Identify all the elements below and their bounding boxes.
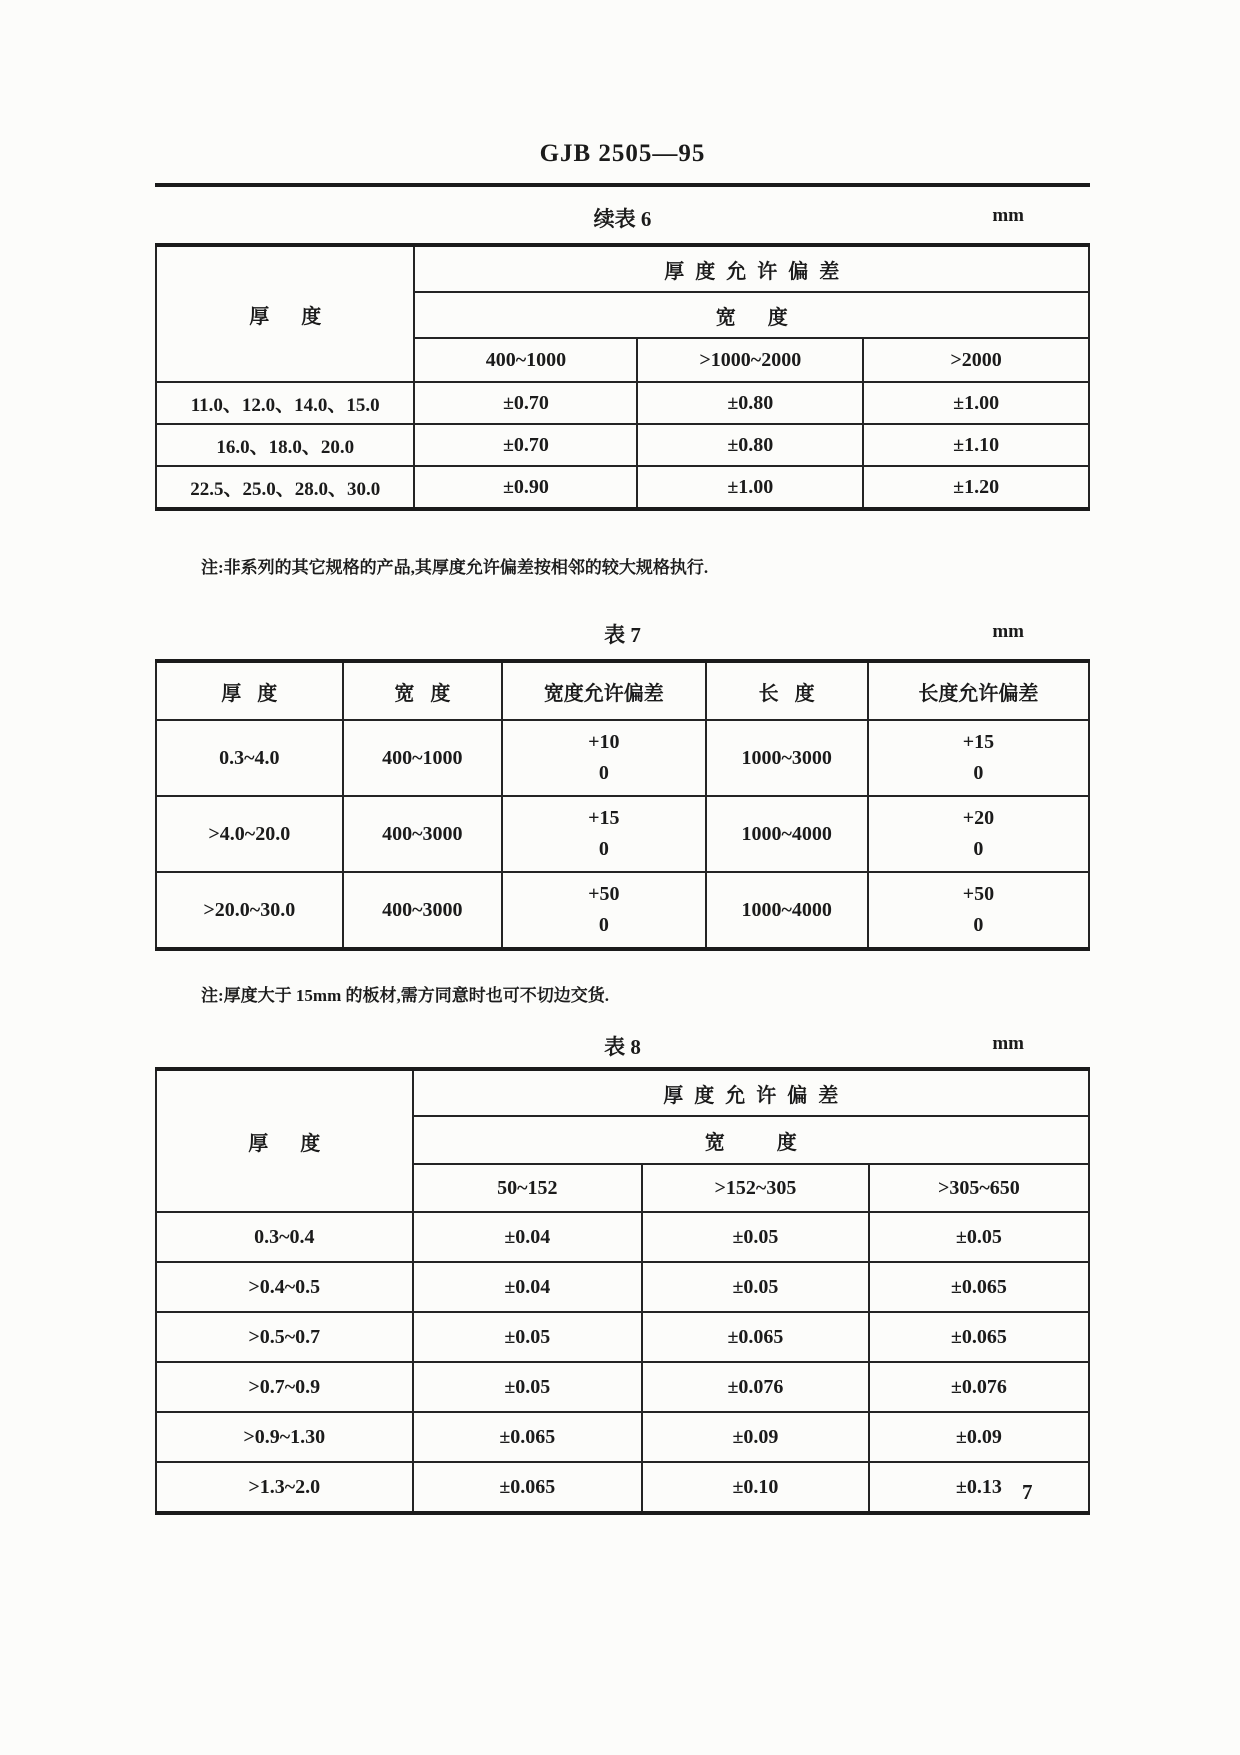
table7-row2-width-dev: +15 0 — [502, 796, 705, 872]
table7-row — [156, 872, 1089, 949]
table8-row1-thickness: 0.3~0.4 — [156, 1212, 413, 1262]
table7-caption: 表 7 — [604, 623, 641, 647]
table7-row1-length-dev: +15 0 — [868, 720, 1089, 796]
header-rule — [155, 183, 1090, 187]
table6-row2-v1: ±0.70 — [414, 424, 637, 466]
table8-row1-v1: ±0.04 — [413, 1212, 643, 1262]
table7-row1-length: 1000~3000 — [706, 720, 868, 796]
table6 — [155, 243, 1090, 511]
table6-row — [156, 466, 1089, 509]
table6-range-1: 400~1000 — [414, 338, 637, 382]
table8-row1-v3: ±0.05 — [869, 1212, 1089, 1262]
table8-row6-thickness: >1.3~2.0 — [156, 1462, 413, 1513]
table8-row3-v2: ±0.065 — [642, 1312, 869, 1362]
table8-row2-thickness: >0.4~0.5 — [156, 1262, 413, 1312]
table6-row3-v2: ±1.00 — [637, 466, 863, 509]
table6-row1-v3: ±1.00 — [863, 382, 1089, 424]
table8-row5-v1: ±0.065 — [413, 1412, 643, 1462]
table7-header-width: 宽度 — [343, 661, 503, 720]
table8-row4-v1: ±0.05 — [413, 1362, 643, 1412]
table8-row1-v2: ±0.05 — [642, 1212, 869, 1262]
table6-thickness-header: 厚度 — [156, 245, 414, 382]
table7 — [155, 659, 1090, 951]
table6-caption: 续表 6 — [593, 207, 652, 231]
table7-note: 注:厚度大于 15mm 的板材,需方同意时也可不切边交货. — [201, 986, 609, 1005]
table7-row3-length-dev: +50 0 — [868, 872, 1089, 949]
page-content — [155, 0, 1090, 1515]
table6-deviation-header: 厚度允许偏差 — [414, 245, 1089, 292]
table7-unit-label: mm — [992, 621, 1024, 642]
table6-row2-v2: ±0.80 — [637, 424, 863, 466]
table8-row — [156, 1362, 1089, 1412]
table8-row4-thickness: >0.7~0.9 — [156, 1362, 413, 1412]
table7-row2-length-dev: +20 0 — [868, 796, 1089, 872]
table6-unit-label: mm — [992, 205, 1024, 226]
table7-row3-length: 1000~4000 — [706, 872, 868, 949]
table8-row4-v2: ±0.076 — [642, 1362, 869, 1412]
table6-row2-thickness: 16.0、18.0、20.0 — [156, 424, 414, 466]
table8-row — [156, 1412, 1089, 1462]
table8-row5-thickness: >0.9~1.30 — [156, 1412, 413, 1462]
table6-row1-v1: ±0.70 — [414, 382, 637, 424]
table8-row3-v3: ±0.065 — [869, 1312, 1089, 1362]
table7-header-thickness: 厚度 — [156, 661, 343, 720]
table6-row3-v3: ±1.20 — [863, 466, 1089, 509]
table7-row3-thickness: >20.0~30.0 — [156, 872, 343, 949]
table8-caption: 表 8 — [604, 1035, 641, 1059]
table8-row — [156, 1312, 1089, 1362]
table8-range-3: >305~650 — [869, 1164, 1089, 1212]
table8-row2-v2: ±0.05 — [642, 1262, 869, 1312]
table6-row2-v3: ±1.10 — [863, 424, 1089, 466]
table7-row3-width: 400~3000 — [343, 872, 503, 949]
table8-row6-v1: ±0.065 — [413, 1462, 643, 1513]
table7-header-length: 长度 — [706, 661, 868, 720]
table8-thickness-header: 厚度 — [156, 1069, 413, 1212]
table8-row5-v3: ±0.09 — [869, 1412, 1089, 1462]
table7-row — [156, 720, 1089, 796]
table8-row4-v3: ±0.076 — [869, 1362, 1089, 1412]
page-number: 7 — [1022, 1480, 1033, 1504]
table7-row1-width: 400~1000 — [343, 720, 503, 796]
table7-row2-thickness: >4.0~20.0 — [156, 796, 343, 872]
table7-row — [156, 796, 1089, 872]
table8-row — [156, 1262, 1089, 1312]
table7-caption-row — [155, 619, 1090, 651]
table8-row — [156, 1462, 1089, 1513]
table8-row3-thickness: >0.5~0.7 — [156, 1312, 413, 1362]
table6-row3-thickness: 22.5、25.0、28.0、30.0 — [156, 466, 414, 509]
table8-row5-v2: ±0.09 — [642, 1412, 869, 1462]
table8-caption-row — [155, 1031, 1090, 1061]
table8-row2-v1: ±0.04 — [413, 1262, 643, 1312]
table7-row2-length: 1000~4000 — [706, 796, 868, 872]
table7-row2-width: 400~3000 — [343, 796, 503, 872]
table8-row — [156, 1212, 1089, 1262]
table6-range-2: >1000~2000 — [637, 338, 863, 382]
table8-deviation-header: 厚度允许偏差 — [413, 1069, 1089, 1116]
table6-caption-row — [155, 203, 1090, 235]
doc-number: GJB 2505—95 — [539, 140, 706, 167]
table6-range-3: >2000 — [863, 338, 1089, 382]
table8-range-2: >152~305 — [642, 1164, 869, 1212]
table7-row3-width-dev: +50 0 — [502, 872, 705, 949]
table8-row6-v3: ±0.13 — [869, 1462, 1089, 1513]
table6-row1-v2: ±0.80 — [637, 382, 863, 424]
table8-row6-v2: ±0.10 — [642, 1462, 869, 1513]
table8-unit-label: mm — [992, 1033, 1024, 1054]
table6-note: 注:非系列的其它规格的产品,其厚度允许偏差按相邻的较大规格执行. — [201, 558, 709, 577]
table6-row1-thickness: 11.0、12.0、14.0、15.0 — [156, 382, 414, 424]
table6-row — [156, 382, 1089, 424]
table7-row1-width-dev: +10 0 — [502, 720, 705, 796]
table8-range-1: 50~152 — [413, 1164, 643, 1212]
table7-header-length-dev: 长度允许偏差 — [868, 661, 1089, 720]
table6-row — [156, 424, 1089, 466]
table8-width-header: 宽度 — [413, 1116, 1089, 1164]
table7-row1-thickness: 0.3~4.0 — [156, 720, 343, 796]
table8-row2-v3: ±0.065 — [869, 1262, 1089, 1312]
table6-row3-v1: ±0.90 — [414, 466, 637, 509]
table6-width-header: 宽度 — [414, 292, 1089, 338]
table8 — [155, 1067, 1090, 1515]
table7-header-width-dev: 宽度允许偏差 — [502, 661, 705, 720]
table8-row3-v1: ±0.05 — [413, 1312, 643, 1362]
